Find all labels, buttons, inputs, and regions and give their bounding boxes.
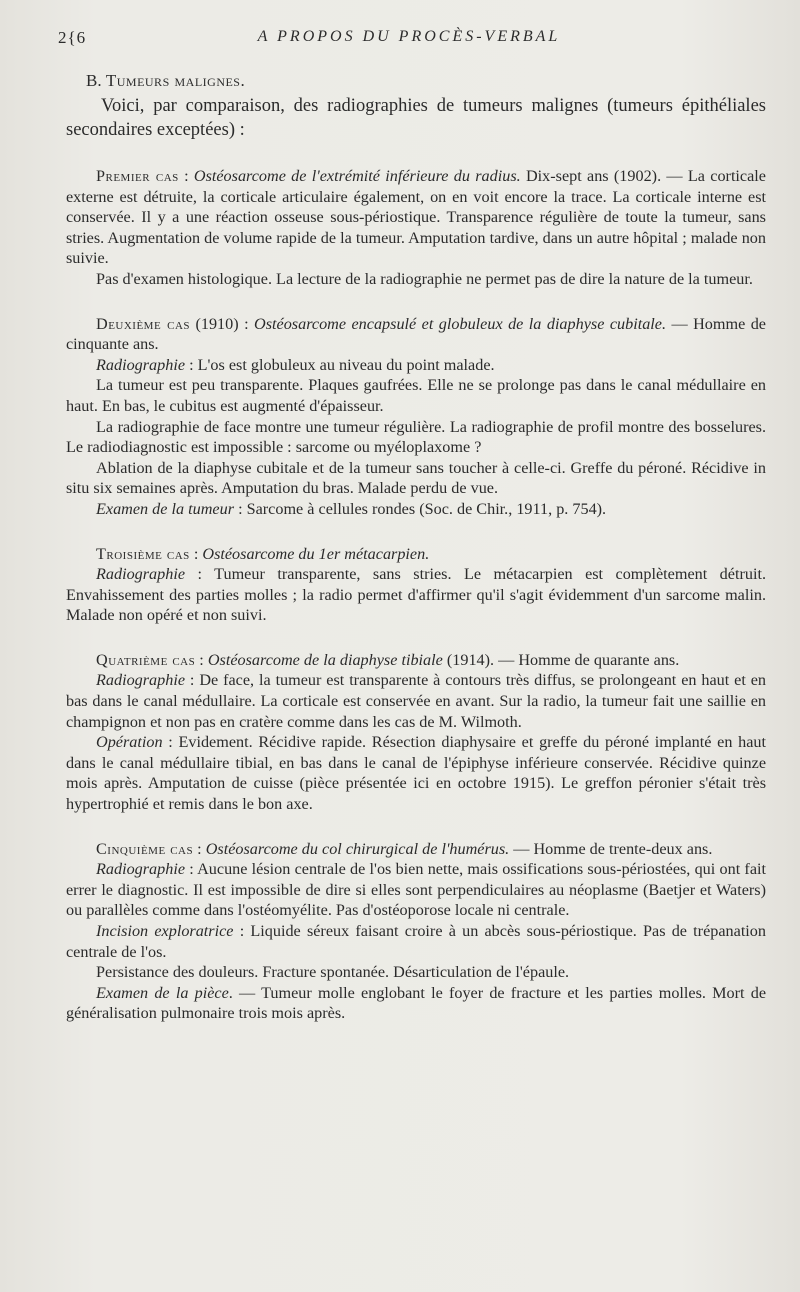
section-title: Tumeurs malignes. bbox=[105, 71, 246, 90]
case-paragraph bbox=[66, 732, 766, 814]
case-separator: : bbox=[178, 167, 194, 185]
case-paragraph bbox=[66, 921, 766, 962]
paragraph-lead: Radiographie bbox=[96, 565, 186, 584]
section-heading bbox=[86, 70, 766, 92]
case-title: Ostéosarcome de la diaphyse tibiale bbox=[207, 650, 443, 669]
case-paragraph bbox=[66, 983, 766, 1024]
page-header bbox=[58, 28, 760, 52]
case-separator: : bbox=[193, 839, 206, 858]
paragraph-lead: Opération bbox=[96, 733, 163, 752]
case-paragraph bbox=[66, 670, 766, 732]
paragraph-text: . — Tumeur molle englobant le foyer de fracture et les parties molles. Mort de généralisation pulmonaire trois mois après. bbox=[66, 983, 767, 1023]
case-label: Cinquième cas bbox=[96, 839, 194, 858]
case-heading bbox=[66, 839, 766, 860]
paragraph-lead: Examen de la tumeur bbox=[96, 499, 235, 518]
case-heading bbox=[66, 314, 766, 355]
case-separator: : bbox=[195, 650, 208, 669]
case-block bbox=[66, 314, 766, 520]
running-head: A PROPOS DU PROCÈS-VERBAL bbox=[257, 28, 561, 45]
case-separator: (1910) : bbox=[190, 314, 255, 333]
case-paragraph bbox=[66, 355, 766, 376]
case-title-after: Dix-sept ans (1902). — La corticale externe est détruite, la corticale articulaire également, on en voit encore la trace. La corticale interne est conservée. Il y a une réaction osseuse sous-périostique. Transparence régulière de toute la tumeur, sans stries. Augmentation de volume rapide de la tumeur. Amputation tardive, dans un autre hôpital ; malade non suivie. bbox=[66, 167, 766, 268]
paragraph-text: La radiographie de face montre une tumeur régulière. La radiographie de profil montre des bosselures. Le radiodiagnostic est impossible : sarcome ou myéloplaxome ? bbox=[66, 417, 766, 457]
case-list bbox=[66, 166, 766, 1024]
case-title-after: — Homme de trente-deux ans. bbox=[509, 839, 713, 858]
paragraph-text: : Liquide séreux faisant croire à un abcès sous-périostique. Pas de trépanation centrale de l'os. bbox=[66, 922, 766, 961]
case-paragraph bbox=[66, 564, 766, 626]
case-label: Quatrième cas bbox=[96, 650, 196, 669]
case-title: Ostéosarcome encapsulé et globuleux de la diaphyse cubitale. bbox=[254, 314, 667, 333]
case-label: Troisième cas bbox=[96, 544, 190, 563]
paragraph-text: : Tumeur transparente, sans stries. Le métacarpien est complètement détruit. Envahissement des parties molles ; la radio permet d'affirmer qu'il s'agit évidemment d'un sarcome malin. Malade non opéré et non suivi. bbox=[66, 565, 766, 625]
paragraph-text: La tumeur est peu transparente. Plaques gaufrées. Elle ne se prolonge pas dans le canal médullaire en haut. En bas, le cubitus est augmenté d'épaisseur. bbox=[66, 376, 766, 415]
paragraph-lead: Incision exploratrice bbox=[96, 922, 234, 940]
paragraph-text: Ablation de la diaphyse cubitale et de la tumeur sans toucher à celle-ci. Greffe du péroné. Récidive in situ six semaines après. Amputation du bras. Malade perdu de vue. bbox=[66, 458, 766, 498]
case-separator: : bbox=[189, 544, 203, 563]
case-heading bbox=[66, 544, 766, 565]
paragraph-text: : Sarcome à cellules rondes (Soc. de Chir., 1911, p. 754). bbox=[234, 499, 607, 518]
case-title-after: — Homme de cinquante ans. bbox=[66, 314, 766, 354]
case-title-after: (1914). — Homme de quarante ans. bbox=[442, 650, 680, 669]
page-body bbox=[66, 70, 766, 1024]
case-title: Ostéosarcome du 1er métacarpien. bbox=[202, 544, 430, 563]
case-paragraph bbox=[66, 499, 766, 520]
case-block bbox=[66, 166, 766, 290]
paragraph-text: : Evidement. Récidive rapide. Résection diaphysaire et greffe du péroné implanté en haut dans le canal médullaire tibial, en bas dans le canal de l'épiphyse inférieure conservée. Récidive quinze mois après. Amputation de cuisse (pièce présentée ici en octobre 1915). Le greffon péronier s'était très hypertrophié et remis dans le bon axe. bbox=[66, 733, 766, 814]
case-heading bbox=[66, 166, 766, 269]
paragraph-text: : Aucune lésion centrale de l'os bien nette, mais ossifications sous-périostées, qui ont fait errer le diagnostic. Il est impossible de dire si elles sont perpendiculaires au néoplasme (Baetjer et Waters) ou parallèles comme dans l'ostéomyélite. Pas d'ostéoporose locale ni centrale. bbox=[66, 860, 766, 920]
case-block bbox=[66, 650, 766, 815]
case-title: Ostéosarcome du col chirurgical de l'humérus. bbox=[205, 839, 510, 858]
case-paragraph bbox=[66, 269, 766, 290]
case-paragraph bbox=[66, 417, 766, 458]
case-paragraph bbox=[66, 458, 766, 499]
case-paragraph bbox=[66, 962, 766, 983]
case-heading bbox=[66, 650, 766, 671]
case-label: Deuxième cas bbox=[96, 314, 191, 333]
case-paragraph bbox=[66, 375, 766, 416]
case-paragraph bbox=[66, 859, 766, 921]
paragraph-lead: Radiographie bbox=[96, 671, 186, 690]
paragraph-lead: Radiographie bbox=[96, 860, 186, 879]
paragraph-text: : L'os est globuleux au niveau du point malade. bbox=[185, 355, 495, 374]
case-block bbox=[66, 544, 766, 626]
section-intro: Voici, par comparaison, des radiographies de tumeurs malignes (tumeurs épithéliales secondaires exceptées) : bbox=[66, 96, 766, 140]
case-title: Ostéosarcome de l'extrémité inférieure du radius. bbox=[193, 167, 521, 185]
page-number: 2{6 bbox=[58, 28, 87, 47]
paragraph-lead: Examen de la pièce bbox=[96, 983, 229, 1002]
paragraph-text: : De face, la tumeur est transparente à contours très diffus, se prolongeant en haut et en bas dans le canal médullaire. La corticale est conservée en avant. Sur la radio, la tumeur fait une saillie en champignon et non pas en cratère comme dans les cas de M. Wilmoth. bbox=[66, 671, 766, 731]
section-letter: B. bbox=[86, 71, 102, 90]
case-block bbox=[66, 839, 766, 1024]
paragraph-text: Pas d'examen histologique. La lecture de la radiographie ne permet pas de dire la nature de la tumeur. bbox=[96, 269, 753, 288]
paragraph-lead: Radiographie bbox=[96, 355, 186, 374]
paragraph-text: Persistance des douleurs. Fracture spontanée. Désarticulation de l'épaule. bbox=[96, 963, 570, 982]
case-label: Premier cas bbox=[96, 167, 179, 185]
